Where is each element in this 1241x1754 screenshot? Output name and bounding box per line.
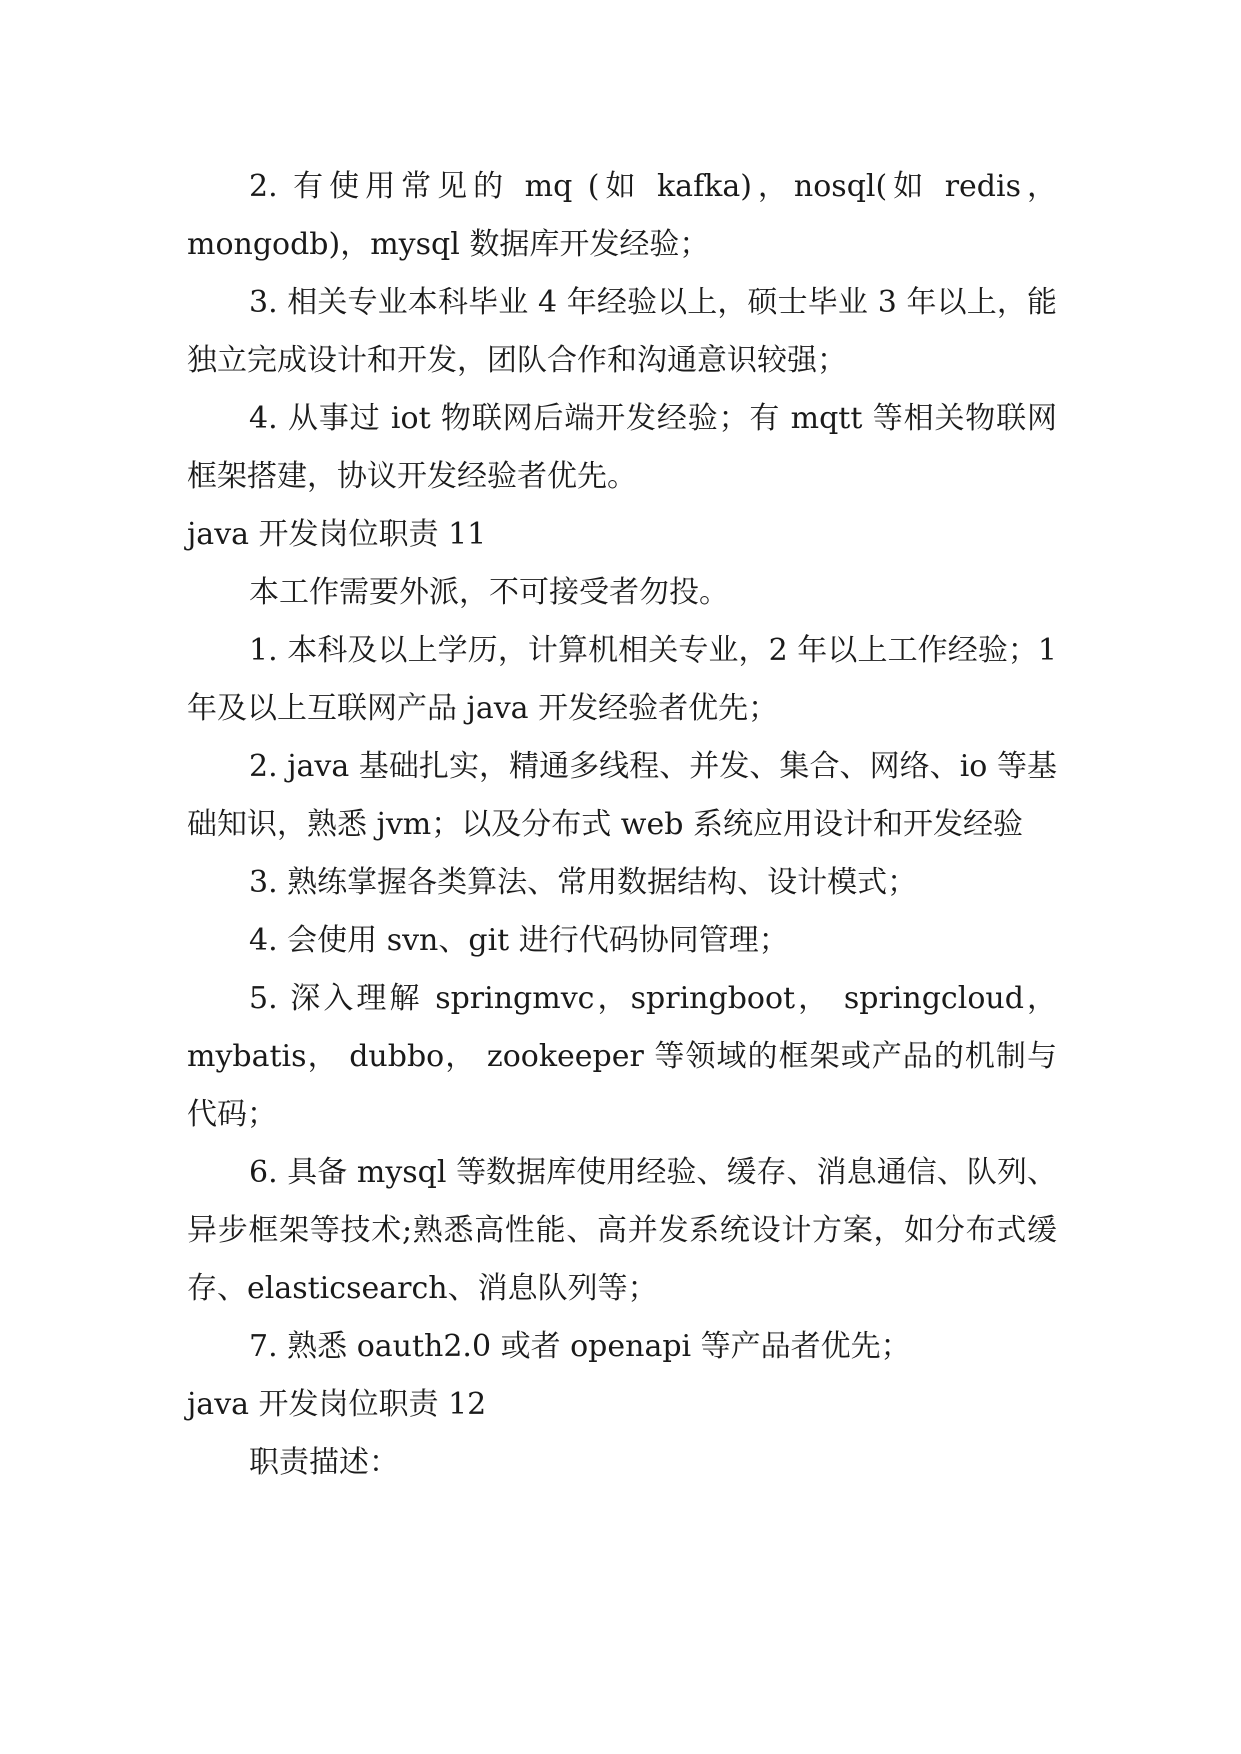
section-heading-12: java 开发岗位职责 12	[187, 1387, 487, 1422]
item-version-control: 4. 会使用 svn、git 进行代码协同管理；	[249, 923, 789, 958]
item-degree-experience: 3. 相关专业本科毕业 4 年经验以上，硕士毕业 3 年以上，能独立完成设计和开发，团队合作和沟通意识较强；	[187, 285, 1057, 378]
document-body	[187, 158, 1057, 1492]
item-java-basics: 2. java 基础扎实，精通多线程、并发、集合、网络、io 等基础知识，熟悉 jvm；以及分布式 web 系统应用设计和开发经验	[187, 749, 1057, 842]
item-algorithms: 3. 熟练掌握各类算法、常用数据结构、设计模式；	[249, 865, 918, 900]
note-outsourced: 本工作需要外派，不可接受者勿投。	[249, 575, 729, 610]
item-oauth: 7. 熟悉 oauth2.0 或者 openapi 等产品者优先；	[249, 1329, 911, 1364]
item-iot: 4. 从事过 iot 物联网后端开发经验；有 mqtt 等相关物联网框架搭建，协议开发经验者优先。	[187, 401, 1057, 494]
item-education: 1. 本科及以上学历，计算机相关专业，2 年以上工作经验；1 年及以上互联网产品 java 开发经验者优先；	[187, 633, 1057, 726]
item-mq-nosql: 2. 有使用常见的 mq (如 kafka)，nosql(如 redis，mongodb)，mysql 数据库开发经验；	[187, 169, 1057, 262]
item-database-cache: 6. 具备 mysql 等数据库使用经验、缓存、消息通信、队列、异步框架等技术;熟悉高性能、高并发系统设计方案，如分布式缓存、elasticsearch、消息队列等；	[187, 1155, 1057, 1306]
label-duties: 职责描述：	[249, 1445, 399, 1480]
item-frameworks: 5. 深入理解 springmvc，springboot， springcloud，mybatis， dubbo， zookeeper 等领域的框架或产品的机制与代码；	[187, 981, 1057, 1132]
section-heading-11: java 开发岗位职责 11	[187, 517, 487, 552]
